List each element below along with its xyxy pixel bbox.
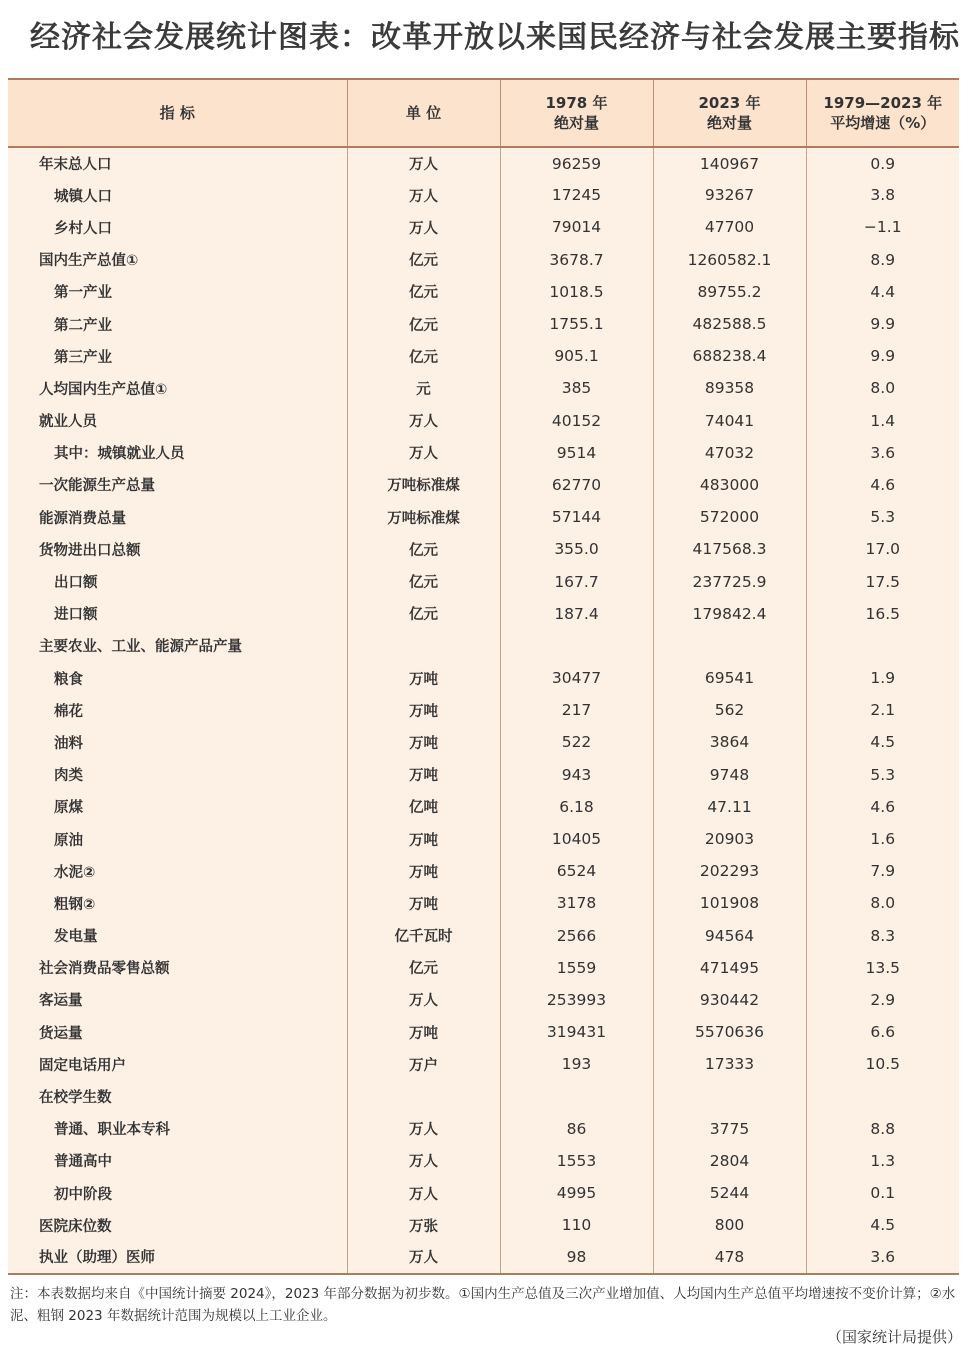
row-growth-rate: 16.5 <box>806 598 959 630</box>
row-unit: 万人 <box>347 147 500 179</box>
row-growth-rate: 4.5 <box>806 726 959 758</box>
header-indicator: 指 标 <box>8 79 347 147</box>
row-value-1978: 17245 <box>500 179 653 211</box>
table-row <box>8 405 959 437</box>
row-value-1978: 98 <box>500 1241 653 1273</box>
table-row <box>8 855 959 887</box>
table-row <box>8 1177 959 1209</box>
row-indicator-name: 发电量 <box>8 920 347 952</box>
row-unit: 万户 <box>347 1048 500 1080</box>
row-unit: 万人 <box>347 1177 500 1209</box>
table-row <box>8 630 959 662</box>
row-growth-rate: 10.5 <box>806 1048 959 1080</box>
row-value-1978: 9514 <box>500 437 653 469</box>
row-indicator-name: 第三产业 <box>8 340 347 372</box>
row-indicator-name: 国内生产总值① <box>8 244 347 276</box>
row-value-2023: 47700 <box>653 211 806 243</box>
table-row <box>8 276 959 308</box>
table-row <box>8 1209 959 1241</box>
table-row <box>8 147 959 179</box>
row-unit: 万人 <box>347 179 500 211</box>
row-unit: 万人 <box>347 1241 500 1273</box>
table-row <box>8 887 959 919</box>
row-value-1978 <box>500 630 653 662</box>
indicators-table-container <box>8 78 959 1275</box>
table-row <box>8 565 959 597</box>
row-growth-rate: 3.6 <box>806 1241 959 1273</box>
row-growth-rate: 4.6 <box>806 791 959 823</box>
row-value-1978: 4995 <box>500 1177 653 1209</box>
row-value-1978: 30477 <box>500 662 653 694</box>
row-unit: 万吨 <box>347 662 500 694</box>
row-unit: 万人 <box>347 211 500 243</box>
row-indicator-name: 普通、职业本专科 <box>8 1113 347 1145</box>
row-indicator-name: 粗钢② <box>8 887 347 919</box>
row-growth-rate: 13.5 <box>806 952 959 984</box>
page-title: 经济社会发展统计图表：改革开放以来国民经济与社会发展主要指标 <box>30 20 960 55</box>
row-growth-rate: 2.1 <box>806 694 959 726</box>
row-value-2023: 800 <box>653 1209 806 1241</box>
row-unit: 万人 <box>347 1145 500 1177</box>
table-row <box>8 791 959 823</box>
row-value-2023: 89755.2 <box>653 276 806 308</box>
row-growth-rate: 8.3 <box>806 920 959 952</box>
indicators-table <box>8 78 959 1275</box>
row-growth-rate: 8.0 <box>806 372 959 404</box>
row-indicator-name: 原煤 <box>8 791 347 823</box>
row-unit: 亿元 <box>347 276 500 308</box>
row-indicator-name: 肉类 <box>8 759 347 791</box>
row-indicator-name: 原油 <box>8 823 347 855</box>
row-value-1978: 110 <box>500 1209 653 1241</box>
row-growth-rate <box>806 630 959 662</box>
table-row <box>8 598 959 630</box>
row-indicator-name: 进口额 <box>8 598 347 630</box>
header-unit: 单 位 <box>347 79 500 147</box>
row-growth-rate: 6.6 <box>806 1016 959 1048</box>
table-row <box>8 823 959 855</box>
table-row <box>8 179 959 211</box>
row-indicator-name: 城镇人口 <box>8 179 347 211</box>
row-unit: 亿吨 <box>347 791 500 823</box>
row-indicator-name: 人均国内生产总值① <box>8 372 347 404</box>
row-indicator-name: 货运量 <box>8 1016 347 1048</box>
row-value-1978: 86 <box>500 1113 653 1145</box>
row-growth-rate: 3.6 <box>806 437 959 469</box>
row-indicator-name: 固定电话用户 <box>8 1048 347 1080</box>
row-value-2023: 9748 <box>653 759 806 791</box>
row-growth-rate: 17.0 <box>806 533 959 565</box>
row-value-2023: 47.11 <box>653 791 806 823</box>
row-value-2023: 2804 <box>653 1145 806 1177</box>
row-indicator-name: 医院床位数 <box>8 1209 347 1241</box>
row-value-2023: 94564 <box>653 920 806 952</box>
row-value-2023 <box>653 1080 806 1112</box>
row-growth-rate: 5.3 <box>806 501 959 533</box>
row-value-1978: 40152 <box>500 405 653 437</box>
row-value-1978: 1559 <box>500 952 653 984</box>
row-value-2023: 202293 <box>653 855 806 887</box>
row-growth-rate <box>806 1080 959 1112</box>
table-row <box>8 1145 959 1177</box>
row-unit: 亿元 <box>347 340 500 372</box>
row-value-1978: 193 <box>500 1048 653 1080</box>
row-value-2023 <box>653 630 806 662</box>
row-unit: 万人 <box>347 437 500 469</box>
table-row <box>8 533 959 565</box>
row-value-2023: 47032 <box>653 437 806 469</box>
row-value-1978: 1018.5 <box>500 276 653 308</box>
table-row <box>8 984 959 1016</box>
row-value-2023: 572000 <box>653 501 806 533</box>
row-unit: 亿元 <box>347 244 500 276</box>
row-value-2023: 93267 <box>653 179 806 211</box>
row-indicator-name: 棉花 <box>8 694 347 726</box>
row-value-2023: 5570636 <box>653 1016 806 1048</box>
row-indicator-name: 乡村人口 <box>8 211 347 243</box>
table-row <box>8 308 959 340</box>
row-growth-rate: 9.9 <box>806 340 959 372</box>
row-indicator-name: 客运量 <box>8 984 347 1016</box>
row-indicator-name: 主要农业、工业、能源产品产量 <box>8 630 347 662</box>
row-value-1978: 905.1 <box>500 340 653 372</box>
row-value-2023: 930442 <box>653 984 806 1016</box>
row-indicator-name: 年末总人口 <box>8 147 347 179</box>
row-indicator-name: 粮食 <box>8 662 347 694</box>
row-value-1978: 385 <box>500 372 653 404</box>
table-row <box>8 1048 959 1080</box>
row-growth-rate: 0.9 <box>806 147 959 179</box>
row-value-1978: 3178 <box>500 887 653 919</box>
row-growth-rate: 8.9 <box>806 244 959 276</box>
row-value-1978: 6524 <box>500 855 653 887</box>
row-value-1978: 2566 <box>500 920 653 952</box>
row-value-2023: 140967 <box>653 147 806 179</box>
table-header-row <box>8 79 959 147</box>
row-growth-rate: 3.8 <box>806 179 959 211</box>
row-unit: 万吨 <box>347 887 500 919</box>
table-row <box>8 1113 959 1145</box>
row-value-1978 <box>500 1080 653 1112</box>
row-value-2023: 688238.4 <box>653 340 806 372</box>
row-unit: 万张 <box>347 1209 500 1241</box>
row-value-1978: 6.18 <box>500 791 653 823</box>
row-growth-rate: 7.9 <box>806 855 959 887</box>
row-unit: 万吨标准煤 <box>347 501 500 533</box>
row-value-1978: 96259 <box>500 147 653 179</box>
row-growth-rate: 1.9 <box>806 662 959 694</box>
row-value-2023: 478 <box>653 1241 806 1273</box>
row-indicator-name: 水泥② <box>8 855 347 887</box>
row-unit: 万人 <box>347 984 500 1016</box>
table-row <box>8 726 959 758</box>
header-2023: 2023 年 绝对量 <box>653 79 806 147</box>
row-unit: 亿元 <box>347 598 500 630</box>
row-indicator-name: 就业人员 <box>8 405 347 437</box>
row-growth-rate: 8.0 <box>806 887 959 919</box>
row-indicator-name: 油料 <box>8 726 347 758</box>
row-growth-rate: 0.1 <box>806 1177 959 1209</box>
header-growth: 1979—2023 年 平均增速（%） <box>806 79 959 147</box>
row-unit <box>347 630 500 662</box>
row-growth-rate: 4.6 <box>806 469 959 501</box>
table-row <box>8 694 959 726</box>
row-indicator-name: 第一产业 <box>8 276 347 308</box>
row-value-2023: 562 <box>653 694 806 726</box>
row-indicator-name: 货物进出口总额 <box>8 533 347 565</box>
row-unit: 万吨 <box>347 855 500 887</box>
row-indicator-name: 社会消费品零售总额 <box>8 952 347 984</box>
row-value-2023: 179842.4 <box>653 598 806 630</box>
table-row <box>8 1241 959 1273</box>
row-value-2023: 3864 <box>653 726 806 758</box>
row-indicator-name: 第二产业 <box>8 308 347 340</box>
row-growth-rate: 1.4 <box>806 405 959 437</box>
row-value-1978: 1553 <box>500 1145 653 1177</box>
row-unit: 亿元 <box>347 308 500 340</box>
table-row <box>8 244 959 276</box>
row-indicator-name: 一次能源生产总量 <box>8 469 347 501</box>
row-value-1978: 57144 <box>500 501 653 533</box>
row-unit: 亿千瓦时 <box>347 920 500 952</box>
row-value-2023: 1260582.1 <box>653 244 806 276</box>
row-unit: 万吨 <box>347 726 500 758</box>
row-value-1978: 943 <box>500 759 653 791</box>
row-value-2023: 74041 <box>653 405 806 437</box>
row-unit: 万吨标准煤 <box>347 469 500 501</box>
row-unit: 亿元 <box>347 952 500 984</box>
row-value-1978: 167.7 <box>500 565 653 597</box>
row-indicator-name: 初中阶段 <box>8 1177 347 1209</box>
row-unit: 万吨 <box>347 694 500 726</box>
footnote: 注：本表数据均来自《中国统计摘要 2024》，2023 年部分数据为初步数。①国内生产总值及三次产业增加值、人均国内生产总值平均增速按不变价计算；②水泥、粗钢 2023 年数据统计范围为规模以上工业企业。 <box>10 1286 956 1324</box>
row-growth-rate: 2.9 <box>806 984 959 1016</box>
row-indicator-name: 出口额 <box>8 565 347 597</box>
row-value-1978: 187.4 <box>500 598 653 630</box>
row-value-2023: 17333 <box>653 1048 806 1080</box>
row-unit: 亿元 <box>347 533 500 565</box>
row-value-1978: 62770 <box>500 469 653 501</box>
row-growth-rate: 4.4 <box>806 276 959 308</box>
row-value-1978: 217 <box>500 694 653 726</box>
row-value-1978: 355.0 <box>500 533 653 565</box>
row-growth-rate: 9.9 <box>806 308 959 340</box>
source-credit: （国家统计局提供） <box>826 1328 962 1346</box>
row-value-1978: 1755.1 <box>500 308 653 340</box>
row-value-1978: 319431 <box>500 1016 653 1048</box>
row-value-1978: 3678.7 <box>500 244 653 276</box>
row-value-2023: 101908 <box>653 887 806 919</box>
table-row <box>8 952 959 984</box>
table-row <box>8 1016 959 1048</box>
table-row <box>8 372 959 404</box>
header-1978: 1978 年 绝对量 <box>500 79 653 147</box>
row-value-1978: 253993 <box>500 984 653 1016</box>
row-indicator-name: 执业（助理）医师 <box>8 1241 347 1273</box>
row-value-2023: 482588.5 <box>653 308 806 340</box>
table-row <box>8 501 959 533</box>
table-row <box>8 211 959 243</box>
row-growth-rate: 4.5 <box>806 1209 959 1241</box>
row-value-2023: 237725.9 <box>653 565 806 597</box>
row-value-2023: 483000 <box>653 469 806 501</box>
row-unit: 万人 <box>347 1113 500 1145</box>
row-unit: 万吨 <box>347 759 500 791</box>
table-row <box>8 437 959 469</box>
row-growth-rate: 5.3 <box>806 759 959 791</box>
row-value-2023: 417568.3 <box>653 533 806 565</box>
row-indicator-name: 其中：城镇就业人员 <box>8 437 347 469</box>
row-value-2023: 20903 <box>653 823 806 855</box>
row-value-2023: 3775 <box>653 1113 806 1145</box>
table-row <box>8 1080 959 1112</box>
row-value-1978: 522 <box>500 726 653 758</box>
row-unit <box>347 1080 500 1112</box>
row-unit: 万吨 <box>347 1016 500 1048</box>
table-body <box>8 147 959 1274</box>
row-indicator-name: 能源消费总量 <box>8 501 347 533</box>
table-row <box>8 340 959 372</box>
row-unit: 亿元 <box>347 565 500 597</box>
row-value-2023: 5244 <box>653 1177 806 1209</box>
row-indicator-name: 在校学生数 <box>8 1080 347 1112</box>
row-indicator-name: 普通高中 <box>8 1145 347 1177</box>
row-unit: 元 <box>347 372 500 404</box>
table-row <box>8 759 959 791</box>
row-growth-rate: 8.8 <box>806 1113 959 1145</box>
row-growth-rate: −1.1 <box>806 211 959 243</box>
row-growth-rate: 17.5 <box>806 565 959 597</box>
table-row <box>8 920 959 952</box>
row-value-2023: 89358 <box>653 372 806 404</box>
row-growth-rate: 1.3 <box>806 1145 959 1177</box>
row-value-1978: 10405 <box>500 823 653 855</box>
row-growth-rate: 1.6 <box>806 823 959 855</box>
row-unit: 万吨 <box>347 823 500 855</box>
row-unit: 万人 <box>347 405 500 437</box>
row-value-2023: 69541 <box>653 662 806 694</box>
table-row <box>8 662 959 694</box>
row-value-2023: 471495 <box>653 952 806 984</box>
row-value-1978: 79014 <box>500 211 653 243</box>
table-row <box>8 469 959 501</box>
